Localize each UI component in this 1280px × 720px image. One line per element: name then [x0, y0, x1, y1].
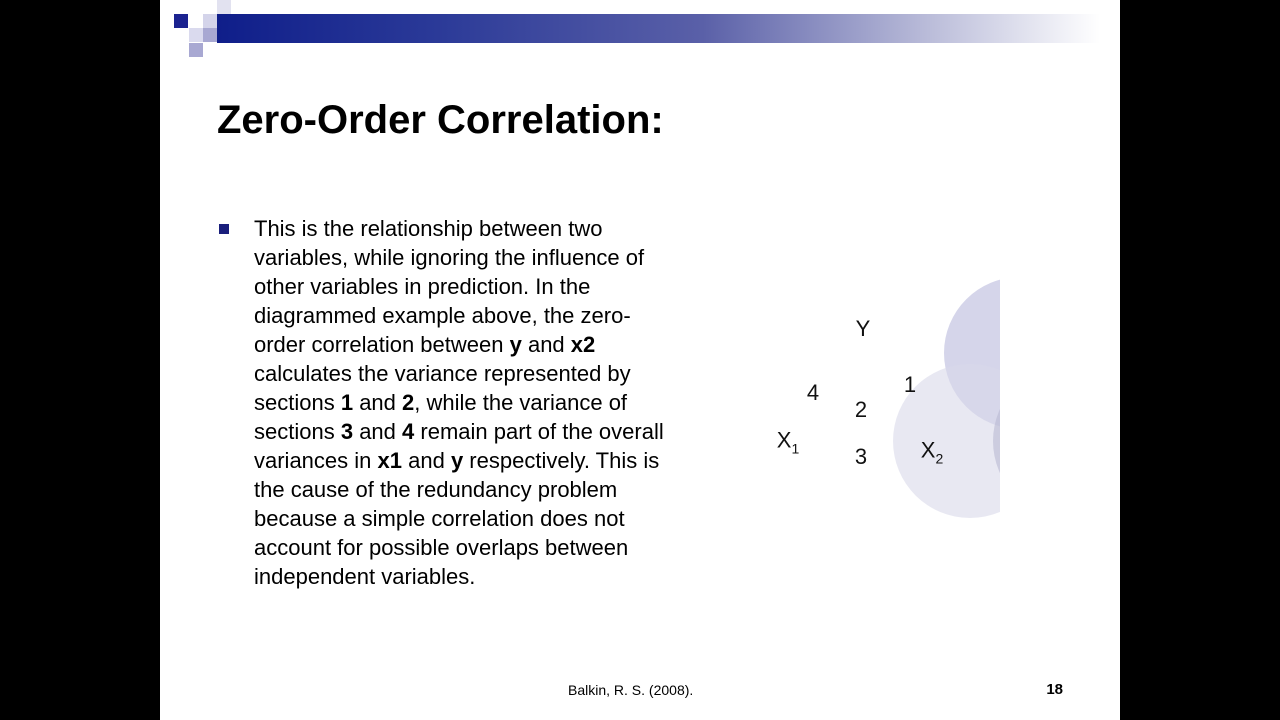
logo-square [217, 0, 231, 14]
text-run: order correlation between [254, 332, 510, 357]
venn-section-1: 1 [903, 372, 917, 397]
header-gradient-bar [217, 14, 1100, 43]
bold-term: 2 [402, 390, 415, 415]
text-run: , while the variance of [414, 390, 628, 415]
text-line [254, 388, 714, 417]
slide-title: Zero-Order Correlation: [217, 98, 664, 142]
text-run: because a simple correlation does not [254, 506, 625, 531]
logo-square [203, 28, 217, 42]
text-line [254, 214, 714, 243]
bold-term: y [450, 448, 464, 473]
text-run: independent variables. [254, 564, 476, 589]
text-run: diagrammed example above, the zero- [254, 303, 631, 328]
logo-square [203, 14, 217, 28]
bullet-square-icon [219, 224, 229, 234]
venn-label-x1 [777, 428, 799, 457]
bullet-paragraph [254, 214, 714, 591]
text-run: and [353, 390, 403, 415]
bold-term: 1 [340, 390, 354, 415]
text-run: and [402, 448, 451, 473]
venn-section-2: 2 [854, 397, 868, 422]
text-line [254, 504, 714, 533]
bold-term: y [509, 332, 522, 357]
text-run: the cause of the redundancy problem [254, 477, 618, 502]
footer-citation: Balkin, R. S. (2008). [568, 682, 694, 698]
text-run: sections [254, 419, 341, 444]
bold-term: 3 [340, 419, 354, 444]
bold-term: 4 [402, 419, 415, 444]
text-line [254, 446, 714, 475]
slide [160, 0, 1120, 720]
venn-label-y: Y [855, 316, 871, 341]
venn-circles [720, 260, 1000, 530]
text-run: other variables in prediction. In the [254, 274, 591, 299]
text-line [254, 330, 714, 359]
venn-label-x2 [921, 438, 943, 467]
x1-main: X [776, 427, 792, 453]
logo-square [174, 14, 188, 28]
bold-term: x2 [570, 332, 596, 357]
text-run: variances in [254, 448, 378, 473]
text-line [254, 475, 714, 504]
text-line [254, 417, 714, 446]
x2-subscript: 2 [935, 450, 944, 467]
text-run: remain part of the overall [414, 419, 664, 444]
text-line [254, 562, 714, 591]
logo-square [189, 43, 203, 57]
x2-main: X [920, 437, 936, 463]
text-run: variables, while ignoring the influence of [254, 245, 645, 270]
venn-diagram [720, 260, 1000, 530]
text-run: and [521, 332, 571, 357]
venn-section-3: 3 [854, 444, 868, 469]
text-run: sections [254, 390, 341, 415]
venn-section-4: 4 [806, 380, 820, 405]
logo-square [189, 28, 203, 42]
text-line [254, 243, 714, 272]
text-run: and [353, 419, 403, 444]
text-run: respectively. This is [463, 448, 660, 473]
text-line [254, 359, 714, 388]
bold-term: x1 [377, 448, 402, 473]
text-line [254, 533, 714, 562]
text-run: calculates the variance represented by [254, 361, 631, 386]
text-run: This is the relationship between two [254, 216, 603, 241]
page-number: 18 [1046, 681, 1063, 698]
text-line [254, 301, 714, 330]
text-line [254, 272, 714, 301]
x1-subscript: 1 [791, 440, 800, 457]
text-run: account for possible overlaps between [254, 535, 629, 560]
